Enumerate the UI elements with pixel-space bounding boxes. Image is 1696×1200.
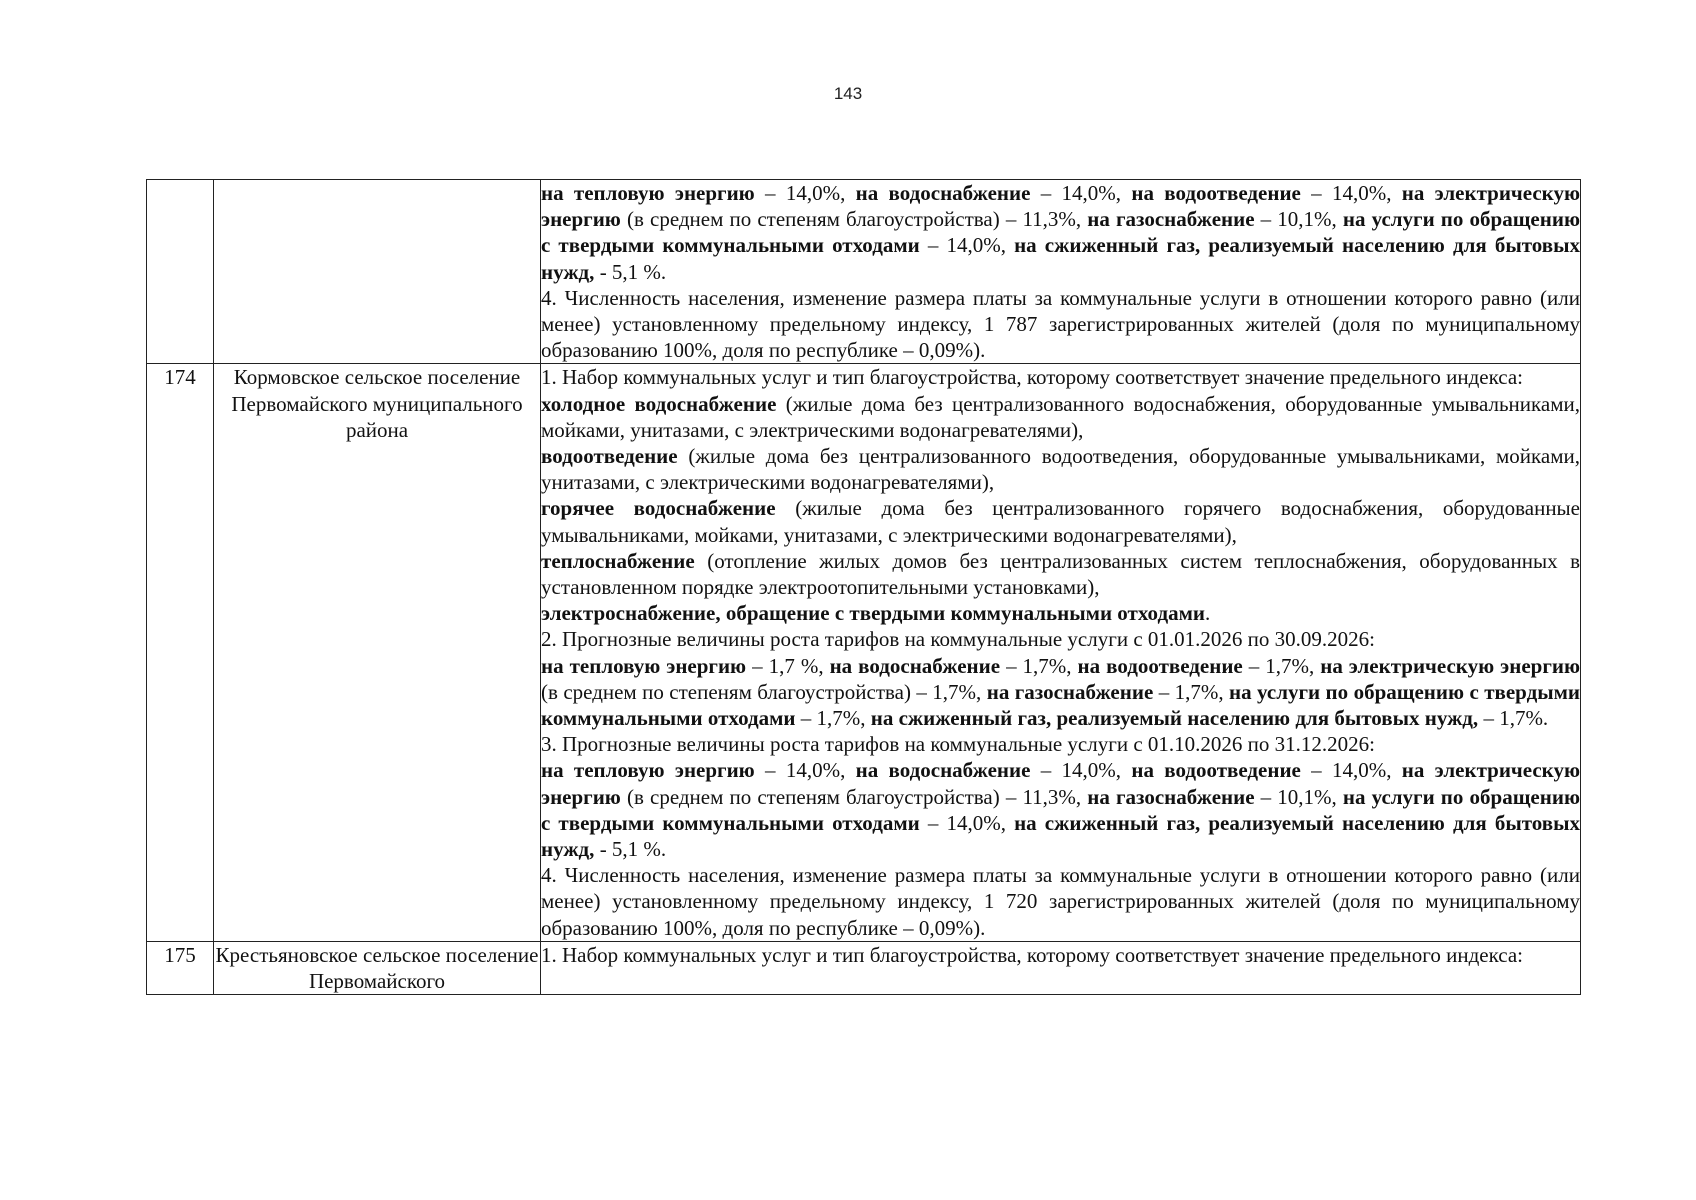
text-run: – 1,7 %, bbox=[746, 653, 830, 678]
text-run: – 14,0%, bbox=[754, 181, 856, 205]
bold-run: на тепловую энергию bbox=[541, 181, 755, 205]
text-run: – 10,1%, bbox=[1254, 207, 1343, 232]
paragraph bbox=[541, 653, 1580, 732]
page-number: 143 bbox=[833, 84, 863, 103]
bold-run: водоотведение bbox=[541, 444, 678, 469]
text-run: . bbox=[1204, 601, 1211, 626]
table-row bbox=[147, 180, 1581, 364]
row-number-cell: 175 bbox=[147, 941, 214, 994]
bold-run: на сжиженный газ, реализуемый населению для бытовых нужд, bbox=[541, 233, 1580, 284]
text-run: (в среднем по степеням благоустройства) – 1,7%, bbox=[541, 679, 987, 704]
paragraph bbox=[541, 731, 1580, 757]
text-run: 1. Набор коммунальных услуг и тип благоустройства, которому соответствует значение предельного индекса: bbox=[541, 365, 1523, 390]
text-run: 1. Набор коммунальных услуг и тип благоустройства, которому соответствует значение предельного индекса: bbox=[541, 942, 1523, 967]
text-run: (жилые дома без централизованного горячего водоснабжения, оборудованные умывальниками, мойками, унитазами, с электрическими водонагревателями), bbox=[541, 496, 1580, 547]
text-run: - 5,1 %. bbox=[594, 837, 667, 862]
bold-run: на газоснабжение bbox=[1087, 784, 1255, 809]
paragraph bbox=[541, 285, 1580, 364]
description-cell bbox=[541, 941, 1581, 994]
description-cell bbox=[541, 364, 1581, 941]
text-run: 3. Прогнозные величины роста тарифов на коммунальные услуги с 01.10.2026 по 31.12.2026: bbox=[541, 732, 1375, 757]
text-run: (жилые дома без централизованного водоснабжения, оборудованные умывальниками, мойками, унитазами, с электрическими водонагревателями), bbox=[541, 391, 1580, 442]
description-cell bbox=[541, 180, 1581, 364]
text-run: – 14,0%, bbox=[1300, 758, 1402, 783]
text-run: – 10,1%, bbox=[1254, 784, 1343, 809]
table-row bbox=[147, 941, 1581, 994]
text-run: – 14,0%, bbox=[1030, 181, 1132, 205]
text-run: – 1,7%. bbox=[1478, 706, 1549, 731]
text-run: - 5,1 %. bbox=[594, 259, 667, 284]
bold-run: на водоотведение bbox=[1131, 181, 1301, 205]
paragraph bbox=[541, 548, 1580, 600]
bold-run: на тепловую энергию bbox=[541, 758, 755, 783]
bold-run: на сжиженный газ, реализуемый населению для бытовых нужд, bbox=[541, 810, 1580, 862]
bold-run: на водоснабжение bbox=[855, 181, 1031, 205]
bold-run: на электрическую энергию bbox=[1320, 653, 1580, 678]
text-run: – 1,7%, bbox=[1153, 679, 1230, 704]
bold-run: на услуги по обращению с твердыми коммунальными отходами bbox=[541, 784, 1580, 835]
paragraph bbox=[541, 443, 1580, 495]
row-number-cell: 174 bbox=[147, 364, 214, 941]
limit-index-table bbox=[146, 179, 1581, 995]
text-run: (в среднем по степеням благоустройства) – 11,3%, bbox=[620, 784, 1088, 809]
bold-run: теплоснабжение bbox=[541, 548, 695, 573]
bold-run: электроснабжение, обращение с твердыми коммунальными отходами bbox=[541, 601, 1205, 626]
bold-run: горячее водоснабжение bbox=[541, 496, 776, 521]
municipality-name-cell bbox=[214, 941, 541, 994]
text-run: (в среднем по степеням благоустройства) – 11,3%, bbox=[620, 207, 1088, 232]
paragraph bbox=[541, 600, 1580, 626]
row-number-cell bbox=[147, 180, 214, 364]
bold-run: на услуги по обращению с твердыми коммунальными отходами bbox=[541, 679, 1581, 731]
text-run: (отопление жилых домов без централизованных систем теплоснабжения, оборудованных в установленном порядке электроотопительными установками), bbox=[541, 548, 1580, 600]
bold-run: на водоснабжение bbox=[829, 653, 1001, 678]
paragraph bbox=[541, 391, 1580, 443]
table-row bbox=[147, 364, 1581, 941]
bold-run: на электрическую энергию bbox=[541, 758, 1581, 809]
text-run: – 1,7%, bbox=[1242, 653, 1321, 678]
text-run: 2. Прогнозные величины роста тарифов на коммунальные услуги с 01.01.2026 по 30.09.2026: bbox=[541, 627, 1375, 652]
bold-run: на тепловую энергию bbox=[541, 653, 747, 678]
paragraph bbox=[541, 180, 1580, 285]
bold-run: на водоотведение bbox=[1131, 758, 1301, 783]
bold-run: холодное водоснабжение bbox=[541, 391, 777, 416]
paragraph bbox=[541, 364, 1580, 390]
text-run: 4. Численность населения, изменение размера платы за коммунальные услуги в отношении которого равно (или менее) установленному предельному индексу, 1 720 зарегистрированных жителей (доля по муниципальному образованию 100%, доля по республике – 0,09%). bbox=[541, 863, 1580, 940]
text-run: – 14,0%, bbox=[1030, 758, 1132, 783]
bold-run: на сжиженный газ, реализуемый населению для бытовых нужд, bbox=[870, 706, 1479, 731]
text-run: – 1,7%, bbox=[1000, 653, 1078, 678]
text-run: 4. Численность населения, изменение размера платы за коммунальные услуги в отношении которого равно (или менее) установленному предельному индексу, 1 787 зарегистрированных жителей (доля по муниципальному образованию 100%, доля по республике – 0,09%). bbox=[541, 285, 1580, 363]
text-run: (жилые дома без централизованного водоотведения, оборудованные умывальниками, мойками, унитазами, с электрическими водонагревателями), bbox=[541, 444, 1580, 495]
text-run: – 14,0%, bbox=[919, 233, 1015, 258]
paragraph bbox=[541, 495, 1580, 547]
municipality-name-text: Крестьяновское сельское поселение Первомайского bbox=[215, 942, 539, 994]
municipality-name-cell: Кормовское сельское поселение Первомайского муниципального района bbox=[214, 364, 541, 941]
paragraph bbox=[541, 757, 1580, 862]
paragraph bbox=[541, 942, 1580, 968]
text-run: – 14,0%, bbox=[754, 758, 856, 783]
text-run: – 14,0%, bbox=[919, 810, 1015, 835]
bold-run: на услуги по обращению с твердыми коммунальными отходами bbox=[541, 207, 1580, 258]
bold-run: на газоснабжение bbox=[986, 679, 1154, 704]
bold-run: на водоотведение bbox=[1077, 653, 1243, 678]
paragraph bbox=[541, 626, 1580, 652]
municipality-name-cell bbox=[214, 180, 541, 364]
bold-run: на водоснабжение bbox=[855, 758, 1031, 783]
text-run: – 1,7%, bbox=[795, 706, 871, 731]
bold-run: на электрическую энергию bbox=[541, 181, 1581, 232]
bold-run: на газоснабжение bbox=[1087, 207, 1255, 232]
text-run: – 14,0%, bbox=[1300, 181, 1402, 205]
paragraph bbox=[541, 862, 1580, 941]
